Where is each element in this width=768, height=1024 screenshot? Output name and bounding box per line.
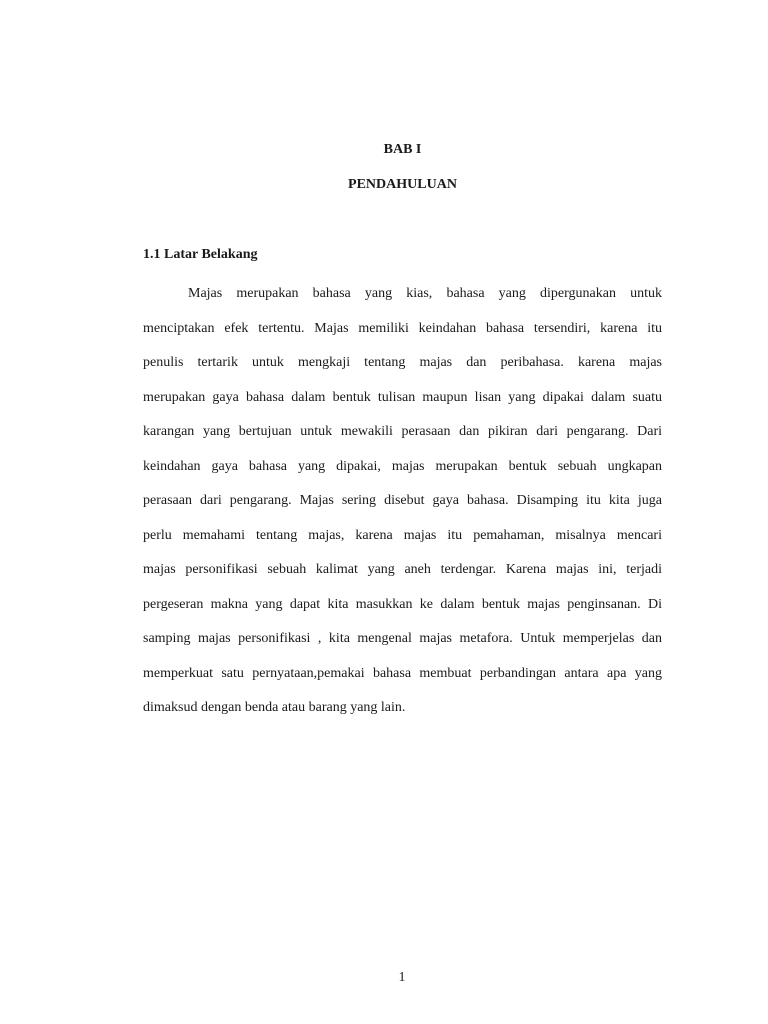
page-number: 1: [398, 970, 406, 985]
chapter-number: BAB I: [383, 142, 422, 157]
paragraph-line: penulis tertarik untuk mengkaji tentang majas dan peribahasa. karena majas: [143, 355, 662, 370]
chapter-title: PENDAHULUAN: [348, 177, 457, 192]
body-paragraph: [143, 277, 662, 726]
paragraph-line: majas personifikasi sebuah kalimat yang aneh terdengar. Karena majas ini, terjadi: [143, 562, 662, 577]
paragraph-line: pergeseran makna yang dapat kita masukkan ke dalam bentuk majas penginsanan. Di: [143, 596, 662, 612]
paragraph-line: Majas merupakan bahasa yang kias, bahasa yang dipergunakan untuk: [188, 286, 662, 301]
paragraph-line: perlu memahami tentang majas, karena majas itu pemahaman, misalnya mencari: [143, 527, 662, 543]
paragraph-line: merupakan gaya bahasa dalam bentuk tulisan maupun lisan yang dipakai dalam suatu: [143, 389, 662, 405]
paragraph-line: dimaksud dengan benda atau barang yang lain.: [143, 700, 406, 715]
paragraph-line: perasaan dari pengarang. Majas sering disebut gaya bahasa. Disamping itu kita juga: [143, 493, 662, 508]
paragraph-line: memperkuat satu pernyataan,pemakai bahasa membuat perbandingan antara apa yang: [143, 665, 662, 681]
section-heading: 1.1 Latar Belakang: [143, 247, 258, 262]
paragraph-line: samping majas personifikasi , kita mengenal majas metafora. Untuk memperjelas dan: [143, 631, 662, 646]
paragraph-line: karangan yang bertujuan untuk mewakili perasaan dan pikiran dari pengarang. Dari: [143, 424, 662, 439]
paragraph-line: keindahan gaya bahasa yang dipakai, majas merupakan bentuk sebuah ungkapan: [143, 458, 662, 474]
paragraph-line: menciptakan efek tertentu. Majas memiliki keindahan bahasa tersendiri, karena itu: [143, 320, 662, 336]
